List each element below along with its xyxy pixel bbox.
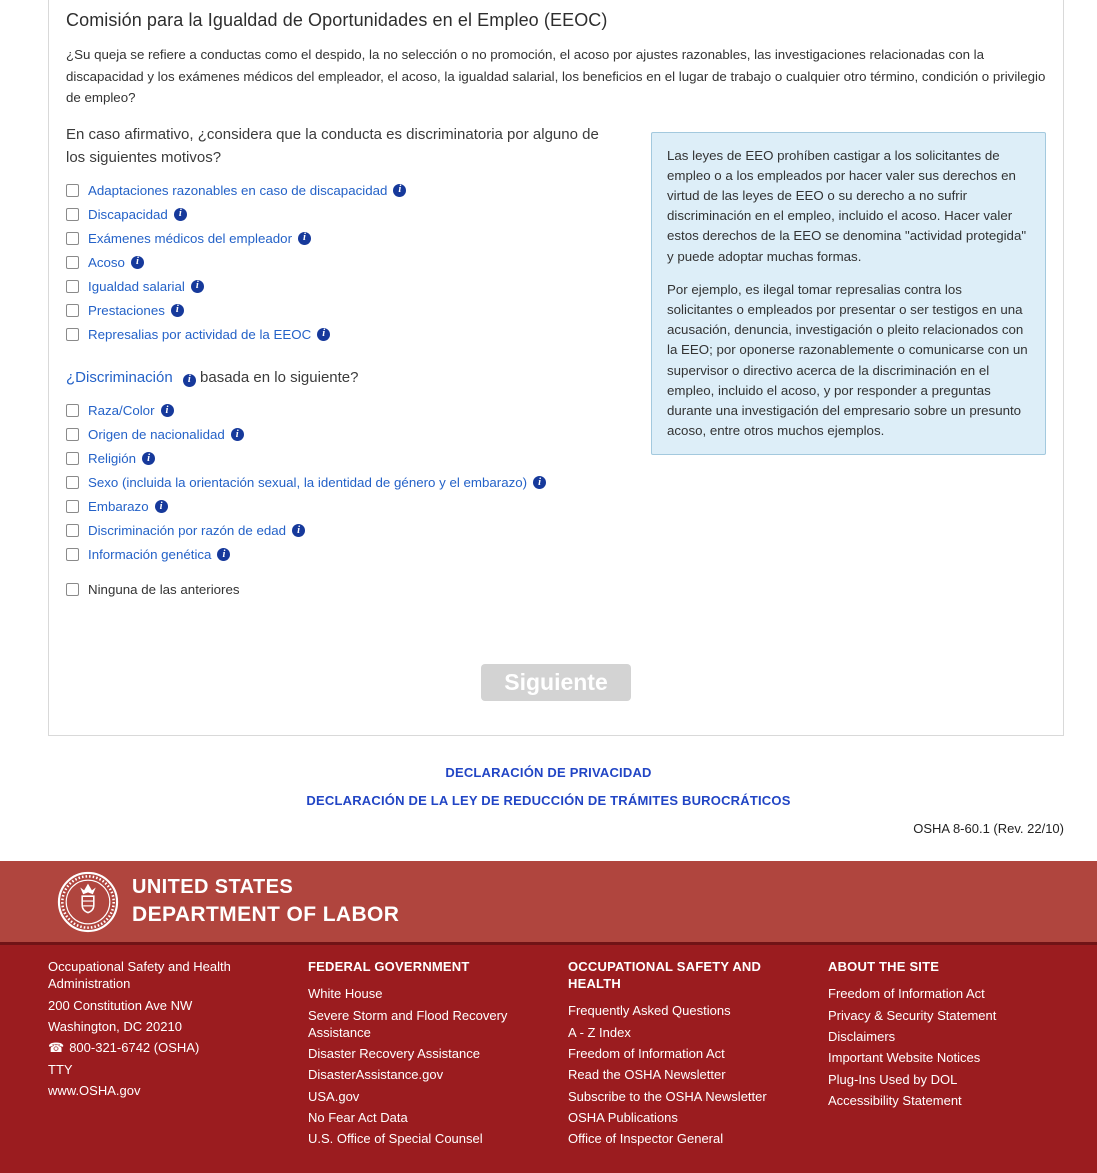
footer-link[interactable]: Important Website Notices [828, 1050, 981, 1066]
checkbox[interactable] [66, 404, 79, 417]
dol-header-united-states: UNITED STATES [132, 876, 294, 899]
checkbox-row-reasonable-accommodation[interactable] [66, 183, 637, 198]
checkbox[interactable] [66, 452, 79, 465]
checkbox[interactable] [66, 328, 79, 341]
footer-link[interactable]: A - Z Index [568, 1024, 631, 1040]
osha-website-link[interactable]: www.OSHA.gov [48, 1083, 141, 1099]
checkbox-row-sex[interactable] [66, 475, 637, 490]
footer-link[interactable]: Subscribe to the OSHA Newsletter [568, 1088, 767, 1104]
statement-links [0, 765, 1097, 808]
checkbox-label[interactable]: Adaptaciones razonables en caso de discapacidad [88, 183, 388, 199]
page-title: Comisión para la Igualdad de Oportunidades en el Empleo (EEOC) [66, 10, 608, 30]
footer-osh-column [568, 959, 828, 1153]
checkbox-label[interactable]: Información genética [88, 547, 212, 563]
info-icon[interactable]: i [142, 452, 155, 465]
dol-header-department-of-labor: DEPARTMENT OF LABOR [132, 903, 400, 927]
info-box-paragraph-2: Por ejemplo, es ilegal tomar represalias contra los solicitantes o empleados por presentar o ser testigos en una acusación, denuncia, investigación o pleito relacionados con la EEO; por oponerse razonablemente o comunicarse con un supervisor o directivo acerca de la discriminación en el empleo, incluido el acoso, y por responder a preguntas durante una investigación del empresario sobre un presunto acoso, entre otros muchos ejemplos. [667, 281, 1028, 439]
form-left-column [66, 123, 651, 607]
footer-column-header: OCCUPATIONAL SAFETY AND HEALTH [568, 959, 762, 992]
privacy-statement-link[interactable]: DECLARACIÓN DE PRIVACIDAD [445, 765, 652, 781]
checkbox-row-race-color[interactable] [66, 403, 637, 418]
footer-link[interactable]: Accessibility Statement [828, 1093, 962, 1109]
footer-link[interactable]: Freedom of Information Act [568, 1045, 725, 1061]
discrimination-link[interactable]: ¿Discriminación [66, 369, 173, 387]
tty-link[interactable]: TTY [48, 1061, 73, 1077]
checkbox[interactable] [66, 524, 79, 537]
checkbox-row-national-origin[interactable] [66, 427, 637, 442]
checkbox-label[interactable]: Represalias por actividad de la EEOC [88, 327, 312, 343]
info-icon[interactable]: i [155, 500, 168, 513]
discrimination-checkbox-group [66, 403, 637, 597]
checkbox-label[interactable]: Raza/Color [88, 403, 155, 419]
checkbox[interactable] [66, 232, 79, 245]
footer-link[interactable]: Disaster Recovery Assistance [308, 1045, 480, 1061]
checkbox-row-religion[interactable] [66, 451, 637, 466]
footer-column-header: FEDERAL GOVERNMENT [308, 959, 470, 975]
eeo-retaliation-info-box [651, 132, 1046, 456]
footer-link[interactable]: OSHA Publications [568, 1110, 678, 1126]
checkbox[interactable] [66, 500, 79, 513]
agency-address-line2: Washington, DC 20210 [48, 1019, 182, 1035]
footer-agency-column [48, 959, 308, 1153]
phone-icon: ☎ [48, 1040, 65, 1056]
info-icon[interactable]: i [533, 476, 546, 489]
checkbox[interactable] [66, 304, 79, 317]
checkbox[interactable] [66, 548, 79, 561]
checkbox-label[interactable]: Prestaciones [88, 303, 165, 319]
motives-checkbox-group [66, 183, 637, 342]
info-icon[interactable]: i [217, 548, 230, 561]
checkbox[interactable] [66, 208, 79, 221]
checkbox[interactable] [66, 280, 79, 293]
footer-link[interactable]: USA.gov [308, 1088, 360, 1104]
agency-name: Occupational Safety and Health Administration [48, 959, 231, 992]
checkbox[interactable] [66, 184, 79, 197]
footer-link[interactable]: Plug-Ins Used by DOL [828, 1071, 958, 1087]
dol-footer [0, 942, 1097, 1173]
agency-phone-number: 800-321-6742 (OSHA) [69, 1040, 200, 1056]
info-icon[interactable]: i [131, 256, 144, 269]
checkbox-label[interactable]: Origen de nacionalidad [88, 427, 225, 443]
paperwork-reduction-act-link[interactable]: DECLARACIÓN DE LA LEY DE REDUCCIÓN DE TRÁMITES BUROCRÁTICOS [306, 793, 791, 809]
info-icon[interactable]: i [174, 208, 187, 221]
checkbox-label[interactable]: Discriminación por razón de edad [88, 523, 287, 539]
dol-seal-logo [57, 871, 119, 933]
dol-header-banner [0, 861, 1097, 942]
footer-link[interactable]: Disclaimers [828, 1029, 896, 1045]
checkbox-label[interactable]: Discapacidad [88, 207, 168, 223]
checkbox-row-genetic-info[interactable] [66, 547, 637, 562]
info-icon[interactable]: i [231, 428, 244, 441]
checkbox-row-none-of-the-above[interactable] [66, 582, 637, 597]
info-icon[interactable]: i [191, 280, 204, 293]
footer-link[interactable]: U.S. Office of Special Counsel [308, 1131, 483, 1147]
footer-link[interactable]: Office of Inspector General [568, 1131, 724, 1147]
question-rest: basada en lo siguiente? [200, 369, 359, 387]
checkbox[interactable] [66, 428, 79, 441]
checkbox-row-age[interactable] [66, 523, 637, 538]
info-icon[interactable]: i [393, 184, 406, 197]
checkbox-row-equal-pay[interactable] [66, 279, 637, 294]
info-icon[interactable]: i [161, 404, 174, 417]
footer-link[interactable]: Frequently Asked Questions [568, 1003, 731, 1019]
info-box-paragraph-1: Las leyes de EEO prohíben castigar a los solicitantes de empleo o a los empleados por hacer valer sus derechos en virtud de las leyes de EEO o su derecho a no sufrir discriminación en el empleo, incluido el acoso. Hacer valer estos derechos de la EEO se denomina "actividad protegida" y puede adoptar muchas formas. [667, 147, 1027, 264]
agency-address-line1: 200 Constitution Ave NW [48, 997, 193, 1013]
footer-link[interactable]: No Fear Act Data [308, 1110, 408, 1126]
footer-federal-government-column [308, 959, 568, 1153]
info-icon[interactable]: i [292, 524, 305, 537]
checkbox-row-harassment[interactable] [66, 255, 637, 270]
info-icon[interactable]: i [298, 232, 311, 245]
info-icon[interactable]: i [183, 374, 196, 387]
checkbox-label[interactable]: Acoso [88, 255, 125, 271]
checkbox-label[interactable]: Igualdad salarial [88, 279, 185, 295]
eeoc-form-card [48, 0, 1064, 736]
form-right-column [651, 132, 1046, 607]
checkbox-label[interactable]: Embarazo [88, 499, 149, 515]
checkbox[interactable] [66, 476, 79, 489]
form-number: OSHA 8-60.1 (Rev. 22/10) [913, 821, 1064, 837]
footer-link[interactable]: Privacy & Security Statement [828, 1007, 997, 1023]
question-conduct-motives: En caso afirmativo, ¿considera que la conducta es discriminatoria por alguno de los siguientes motivos? [66, 125, 599, 166]
footer-column-header: ABOUT THE SITE [828, 959, 940, 975]
footer-link[interactable]: White House [308, 986, 383, 1002]
checkbox-label[interactable]: Ninguna de las anteriores [88, 582, 240, 598]
info-icon[interactable]: i [171, 304, 184, 317]
footer-link[interactable]: DisasterAssistance.gov [308, 1067, 444, 1083]
footer-link[interactable]: Freedom of Information Act [828, 986, 985, 1002]
info-icon[interactable]: i [317, 328, 330, 341]
checkbox-row-pregnancy[interactable] [66, 499, 637, 514]
checkbox[interactable] [66, 256, 79, 269]
checkbox-row-disability[interactable] [66, 207, 637, 222]
next-button[interactable]: Siguiente [481, 664, 631, 701]
checkbox-row-benefits[interactable] [66, 303, 637, 318]
checkbox-label[interactable]: Exámenes médicos del empleador [88, 231, 292, 247]
intro-question: ¿Su queja se refiere a conductas como el despido, la no selección o no promoción, el acoso por ajustes razonables, las investigaciones relacionadas con la discapacidad y los exámenes médicos del empleador, el acoso, la igualdad salarial, los beneficios en el lugar de trabajo o cualquier otro término, condición o privilegio de empleo? [66, 47, 1046, 106]
checkbox-label[interactable]: Religión [88, 451, 137, 467]
checkbox-row-medical-exams[interactable] [66, 231, 637, 246]
checkbox[interactable] [66, 583, 79, 596]
question-discrimination-basis [66, 366, 606, 389]
checkbox-label[interactable]: Sexo (incluida la orientación sexual, la identidad de género y el embarazo) [88, 475, 528, 491]
checkbox-row-eeoc-retaliation[interactable] [66, 327, 637, 342]
agency-phone-line [48, 1040, 294, 1057]
footer-about-site-column [828, 959, 1097, 1153]
footer-link[interactable]: Severe Storm and Flood Recovery Assistance [308, 1007, 508, 1040]
footer-link[interactable]: Read the OSHA Newsletter [568, 1067, 726, 1083]
